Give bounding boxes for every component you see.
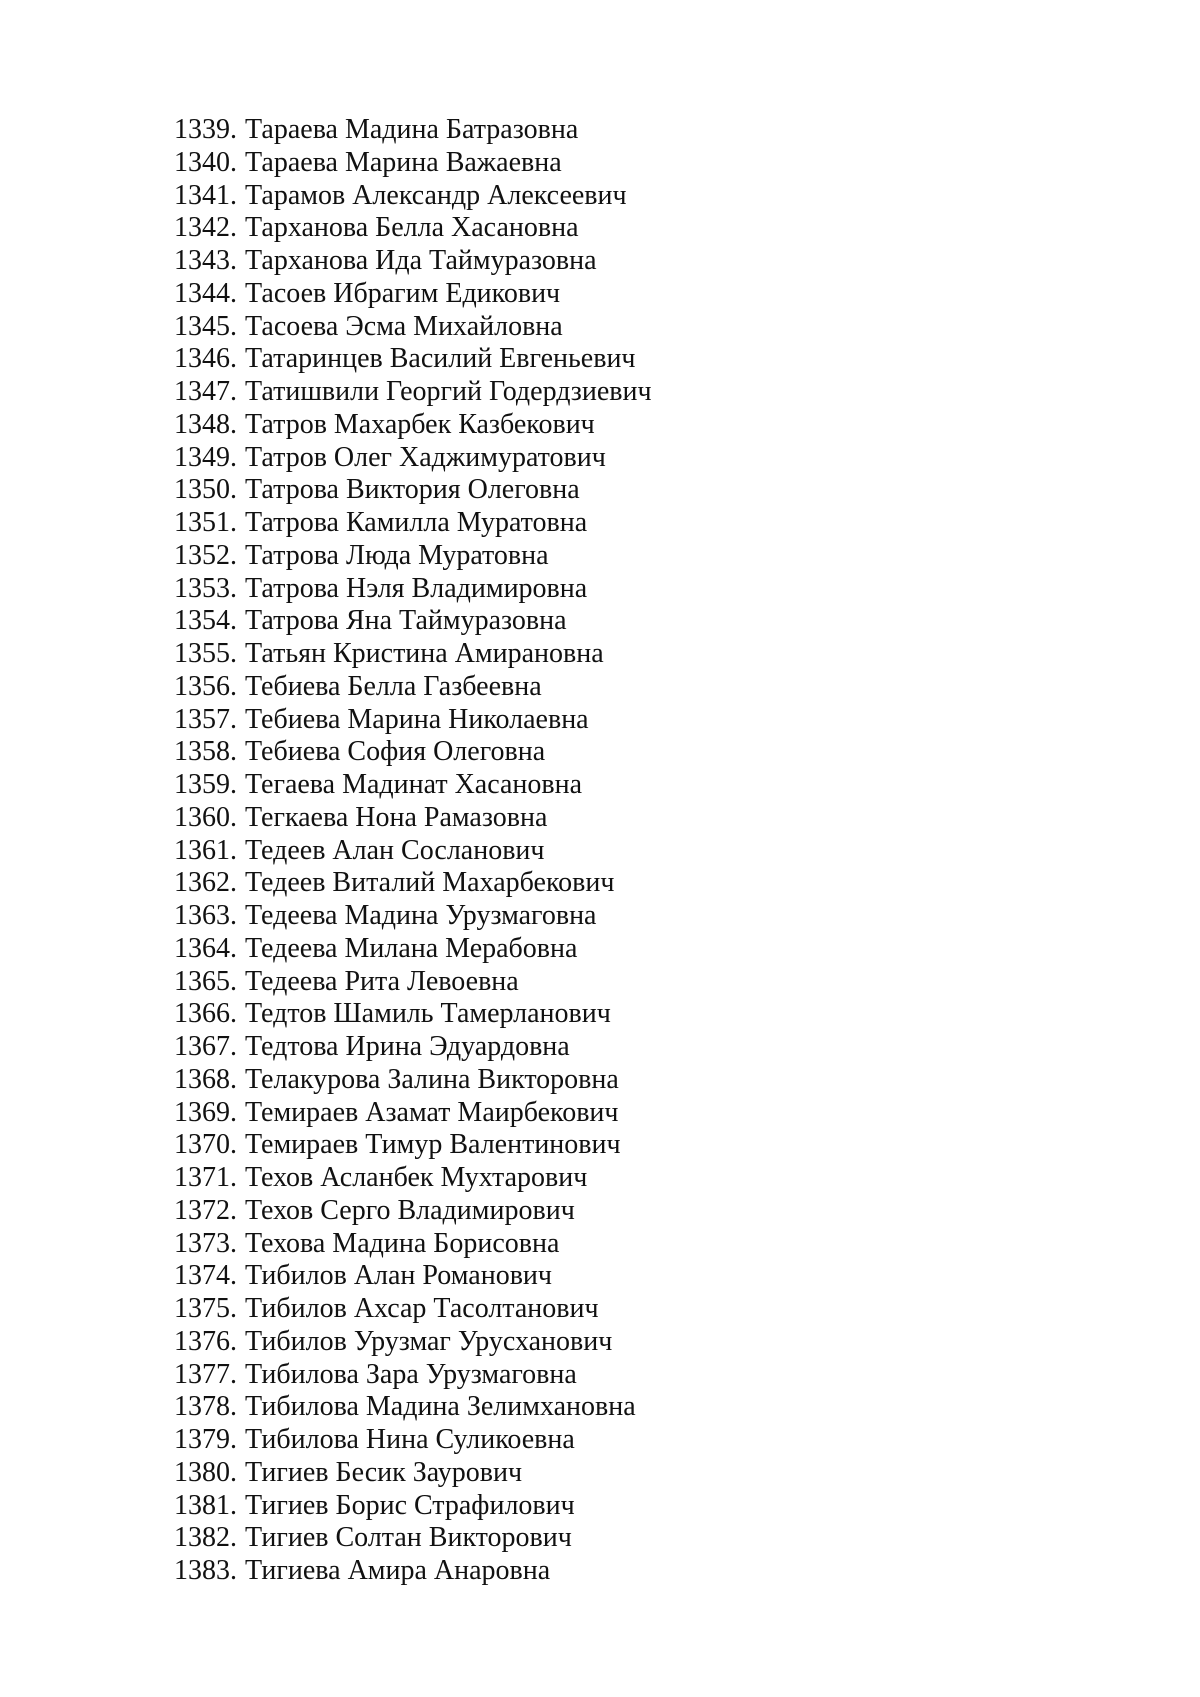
list-item: [174, 802, 652, 835]
entry-number: 1344.: [174, 277, 237, 309]
list-item: [174, 835, 652, 868]
list-item: [174, 474, 652, 507]
list-item: [174, 278, 652, 311]
list-item: [174, 933, 652, 966]
entry-name: Тедеева Мадина Урузмаговна: [245, 900, 597, 931]
list-item: [174, 409, 652, 442]
list-item: [174, 769, 652, 802]
entry-number: 1370.: [174, 1129, 237, 1161]
entry-number: 1379.: [174, 1424, 237, 1455]
entry-number: 1356.: [174, 670, 237, 702]
entry-number: 1347.: [174, 376, 237, 407]
entry-number: 1361.: [174, 834, 237, 866]
entry-number: 1377.: [174, 1358, 237, 1390]
entry-name: Техов Асланбек Мухтарович: [245, 1162, 588, 1193]
entry-number: 1339.: [174, 114, 237, 145]
entry-number: 1342.: [174, 212, 237, 244]
entry-number: 1375.: [174, 1293, 237, 1324]
entry-number: 1355.: [174, 638, 237, 669]
entry-number: 1343.: [174, 245, 237, 276]
entry-number: 1382.: [174, 1522, 237, 1554]
entry-number: 1353.: [174, 572, 237, 604]
entry-name: Татаринцев Василий Евгеньевич: [245, 343, 636, 375]
list-item: [174, 1195, 652, 1228]
entry-name: Тибилов Ахсар Тасолтанович: [245, 1293, 599, 1324]
entry-name: Татрова Виктория Олеговна: [245, 474, 580, 506]
list-item: [174, 540, 652, 573]
entry-name: Тасоева Эсма Михайловна: [245, 310, 563, 342]
entry-name: Татрова Люда Муратовна: [245, 539, 549, 571]
list-item: [174, 966, 652, 999]
list-item: [174, 1293, 652, 1326]
list-item: [174, 998, 652, 1031]
entry-name: Телакурова Залина Викторовна: [245, 1063, 619, 1095]
entry-name: Тарханова Ида Таймуразовна: [245, 245, 597, 276]
list-item: [174, 1490, 652, 1523]
entry-number: 1368.: [174, 1063, 237, 1095]
entry-number: 1348.: [174, 408, 237, 440]
entry-name: Тебиева Марина Николаевна: [245, 703, 589, 735]
entry-name: Тигиев Солтан Викторович: [245, 1522, 572, 1554]
entry-name: Татрова Камилла Муратовна: [245, 507, 588, 538]
entry-number: 1360.: [174, 801, 237, 833]
entry-number: 1378.: [174, 1391, 237, 1423]
list-item: [174, 376, 652, 409]
list-item: [174, 1359, 652, 1392]
entry-name: Татров Махарбек Казбекович: [245, 408, 595, 440]
list-item: [174, 1228, 652, 1261]
entry-number: 1369.: [174, 1096, 237, 1128]
entry-name: Тарханова Белла Хасановна: [245, 212, 579, 244]
entry-name: Тибилова Зара Урузмаговна: [245, 1358, 577, 1390]
entry-number: 1374.: [174, 1260, 237, 1292]
entry-name: Тибилов Алан Романович: [245, 1260, 552, 1292]
entry-name: Тегаева Мадинат Хасановна: [245, 769, 583, 800]
entry-number: 1367.: [174, 1031, 237, 1062]
entry-number: 1345.: [174, 310, 237, 342]
entry-name: Тигиев Бесик Заурович: [245, 1456, 523, 1488]
entry-name: Тараева Марина Важаевна: [245, 146, 562, 178]
entry-number: 1381.: [174, 1489, 237, 1521]
entry-name: Тигиев Борис Страфилович: [245, 1489, 575, 1521]
entry-number: 1364.: [174, 932, 237, 964]
list-item: [174, 1555, 652, 1588]
entry-name: Тарамов Александр Алексеевич: [245, 179, 627, 211]
entry-name: Татьян Кристина Амирановна: [245, 638, 604, 669]
list-item: [174, 605, 652, 638]
entry-number: 1372.: [174, 1194, 237, 1226]
entry-name: Тебиева София Олеговна: [245, 736, 546, 768]
list-item: [174, 1391, 652, 1424]
entry-number: 1376.: [174, 1325, 237, 1357]
entry-name: Тибилов Урузмаг Урусханович: [245, 1325, 613, 1357]
list-item: [174, 900, 652, 933]
entry-name: Тасоев Ибрагим Едикович: [245, 277, 561, 309]
list-item: [174, 442, 652, 475]
list-item: [174, 1457, 652, 1490]
name-list: [174, 114, 652, 1588]
entry-number: 1359.: [174, 769, 237, 800]
list-item: [174, 1424, 652, 1457]
list-item: [174, 180, 652, 213]
entry-name: Тибилова Нина Суликоевна: [245, 1424, 575, 1455]
list-item: [174, 1064, 652, 1097]
entry-number: 1350.: [174, 474, 237, 506]
entry-number: 1354.: [174, 605, 237, 637]
entry-number: 1352.: [174, 539, 237, 571]
entry-number: 1362.: [174, 867, 237, 899]
list-item: [174, 343, 652, 376]
list-item: [174, 1260, 652, 1293]
entry-name: Темираев Азамат Маирбекович: [245, 1096, 619, 1128]
list-item: [174, 147, 652, 180]
entry-number: 1351.: [174, 507, 237, 538]
entry-name: Тибилова Мадина Зелимхановна: [245, 1391, 636, 1423]
entry-number: 1363.: [174, 900, 237, 931]
entry-number: 1349.: [174, 441, 237, 473]
list-item: [174, 1097, 652, 1130]
entry-number: 1365.: [174, 965, 237, 997]
list-item: [174, 1129, 652, 1162]
entry-name: Тебиева Белла Газбеевна: [245, 670, 542, 702]
list-item: [174, 311, 652, 344]
entry-name: Тедеев Виталий Махарбекович: [245, 867, 615, 899]
entry-number: 1383.: [174, 1555, 237, 1586]
list-item: [174, 507, 652, 540]
entry-name: Тигиева Амира Анаровна: [245, 1555, 551, 1586]
entry-name: Татрова Нэля Владимировна: [245, 572, 588, 604]
entry-name: Тедтова Ирина Эдуардовна: [245, 1031, 570, 1062]
entry-name: Тедеева Рита Левоевна: [245, 965, 519, 997]
entry-number: 1371.: [174, 1162, 237, 1193]
entry-name: Тараева Мадина Батразовна: [245, 114, 579, 145]
entry-number: 1341.: [174, 179, 237, 211]
entry-number: 1357.: [174, 703, 237, 735]
list-item: [174, 114, 652, 147]
entry-name: Татишвили Георгий Годердзиевич: [245, 376, 652, 407]
entry-number: 1340.: [174, 146, 237, 178]
list-item: [174, 736, 652, 769]
list-item: [174, 1162, 652, 1195]
entry-name: Татрова Яна Таймуразовна: [245, 605, 567, 637]
list-item: [174, 638, 652, 671]
entry-name: Тегкаева Нона Рамазовна: [245, 801, 548, 833]
list-item: [174, 671, 652, 704]
list-item: [174, 1031, 652, 1064]
list-item: [174, 212, 652, 245]
entry-name: Темираев Тимур Валентинович: [245, 1129, 621, 1161]
entry-number: 1373.: [174, 1227, 237, 1259]
entry-name: Тедеева Милана Мерабовна: [245, 932, 578, 964]
entry-number: 1380.: [174, 1456, 237, 1488]
list-item: [174, 245, 652, 278]
entry-name: Тедеев Алан Сосланович: [245, 834, 545, 866]
entry-name: Техова Мадина Борисовна: [245, 1227, 560, 1259]
entry-name: Техов Серго Владимирович: [245, 1194, 575, 1226]
entry-number: 1366.: [174, 998, 237, 1030]
entry-number: 1346.: [174, 343, 237, 375]
entry-name: Тедтов Шамиль Тамерланович: [245, 998, 611, 1030]
list-item: [174, 704, 652, 737]
list-item: [174, 1326, 652, 1359]
entry-name: Татров Олег Хаджимуратович: [245, 441, 606, 473]
list-item: [174, 867, 652, 900]
list-item: [174, 573, 652, 606]
list-item: [174, 1522, 652, 1555]
entry-number: 1358.: [174, 736, 237, 768]
